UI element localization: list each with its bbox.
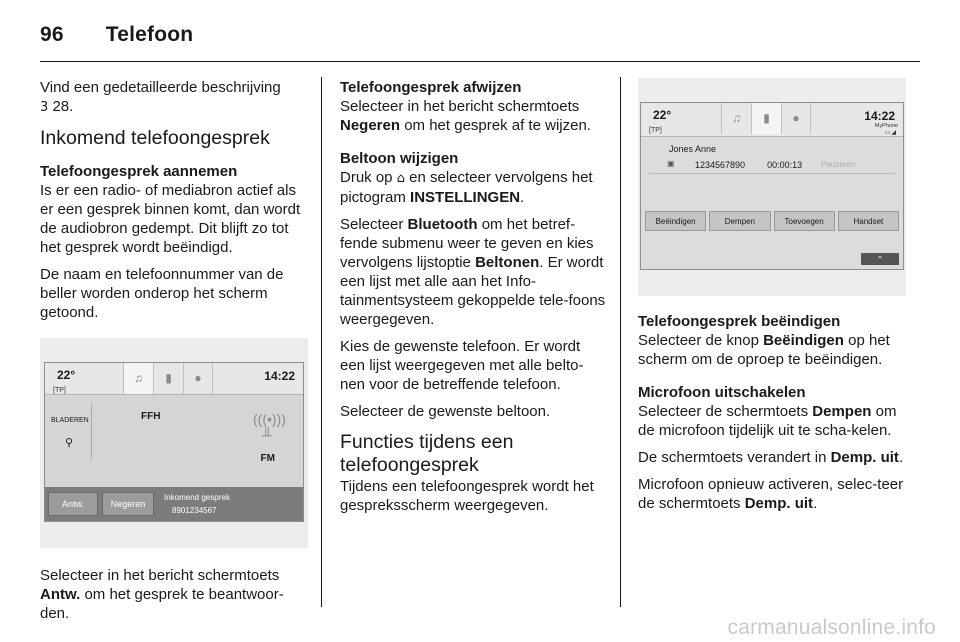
- incoming-call-info: Inkomend gesprek 8901234567: [156, 487, 303, 521]
- reject-button[interactable]: Negeren: [102, 492, 154, 516]
- clock: 14:22: [864, 109, 895, 123]
- battery-signal-icon: ▭◢: [884, 130, 897, 136]
- page-number: 96: [40, 23, 64, 46]
- phone-icon[interactable]: ▮: [751, 103, 781, 134]
- connected-phone-label: MyPhone: [874, 123, 898, 129]
- column-3: [638, 78, 906, 521]
- station-name: FFH: [141, 411, 161, 422]
- subheading-reject-call: Telefoongesprek afwijzen: [340, 79, 522, 96]
- paragraph: Selecteer Bluetooth om het betref-fende submenu weer te geven en kies vervolgens lijstoptie Beltonen. Er wordt een lijst met alle aan het Info-tainmentsysteem gekoppelde tele-foons weergegeven.: [340, 216, 606, 328]
- paragraph: Selecteer in het bericht schermtoets Antw. om het gesprek te beantwoor-den.: [40, 567, 284, 622]
- app-tabs: [123, 363, 213, 394]
- column-2: [340, 78, 608, 523]
- call-actions: [645, 211, 899, 231]
- search-icon: ⚲: [64, 437, 74, 449]
- paragraph: Kies de gewenste telefoon. Er wordt een lijst weergegeven met alle belto-nen voor de betreffende telefoon.: [340, 338, 584, 393]
- traffic-program-indicator: [TP]: [649, 127, 662, 134]
- browse-button[interactable]: BLADEREN ⚲: [51, 411, 87, 453]
- section-heading: Functies tijdens een telefoongesprek: [340, 431, 514, 476]
- column-1: [40, 78, 308, 631]
- header-rule: [40, 61, 920, 62]
- end-call-button[interactable]: Beëindigen: [645, 211, 706, 231]
- temperature: 22°: [57, 368, 76, 382]
- subheading-answer-call: Telefoongesprek aannemen: [40, 163, 238, 180]
- band-label: FM: [260, 453, 275, 464]
- add-call-button[interactable]: Toevoegen: [774, 211, 835, 231]
- status-bar: [641, 103, 903, 137]
- incoming-call-bar: [45, 487, 303, 521]
- clock: 14:22: [264, 369, 295, 383]
- contact-card-icon: ▣: [667, 159, 675, 168]
- subheading-ringtone: Beltoon wijzigen: [340, 150, 459, 167]
- call-duration: 00:00:13: [767, 160, 803, 170]
- page-title: Telefoon: [105, 23, 194, 46]
- status-bar: [45, 363, 303, 395]
- divider: [91, 403, 92, 459]
- paragraph: Tijdens een telefoongesprek wordt het gespreksscherm weergegeven.: [340, 478, 594, 514]
- call-screen-screenshot: [638, 78, 906, 296]
- infotainment-screen: [640, 102, 904, 270]
- traffic-program-indicator: [TP]: [53, 387, 66, 394]
- paragraph: De schermtoets verandert in Demp. uit.: [638, 449, 904, 466]
- handset-button[interactable]: Handset: [838, 211, 899, 231]
- paragraph: Selecteer in het bericht schermtoets Negeren om het gesprek af te wijzen.: [340, 98, 591, 134]
- pause-button[interactable]: Pauzeren: [821, 160, 856, 169]
- mute-button[interactable]: Dempen: [709, 211, 770, 231]
- paragraph: De naam en telefoonnummer van de beller worden onderop het scherm getoond.: [40, 266, 284, 321]
- divider: [649, 173, 895, 174]
- caller-number: 8901234567: [172, 506, 217, 515]
- paragraph: Selecteer de knop Beëindigen op het scherm om de oproep te beëindigen.: [638, 332, 890, 368]
- paragraph: Druk op ⌂ en selecteer vervolgens het pictogram INSTELLINGEN.: [340, 169, 593, 206]
- music-note-icon[interactable]: ♫: [721, 103, 751, 134]
- intro-paragraph: Vind een gedetailleerde beschrijving 3 28.: [40, 79, 281, 115]
- incoming-call-screenshot: [40, 338, 308, 548]
- page-reference[interactable]: 28.: [52, 98, 74, 115]
- paragraph: Selecteer de schermtoets Dempen om de microfoon tijdelijk uit te scha-kelen.: [638, 403, 897, 439]
- column-divider: [321, 77, 322, 607]
- app-tabs: [721, 103, 811, 134]
- contact-number: 1234567890: [695, 160, 746, 170]
- infotainment-screen: [44, 362, 304, 522]
- section-heading: Inkomend telefoongesprek: [40, 127, 270, 149]
- subheading-end-call: Telefoongesprek beëindigen: [638, 313, 841, 330]
- info-icon[interactable]: ●: [183, 363, 213, 394]
- column-divider: [620, 77, 621, 607]
- watermark: carmanualsonline.info: [727, 616, 936, 639]
- phone-icon[interactable]: ▮: [153, 363, 183, 394]
- contact-name: Jones Anne: [669, 144, 717, 154]
- paragraph: Is er een radio- of mediabron actief als er een gesprek binnen komt, dan wordt de audiobron gedempt. Dit blijft zo tot het gesprek wordt beëindigd.: [40, 182, 301, 256]
- answer-button[interactable]: Antw.: [48, 492, 98, 516]
- home-button-icon: ⌂: [396, 171, 405, 186]
- paragraph: Selecteer de gewenste beltoon.: [340, 403, 551, 420]
- subheading-mute: Microfoon uitschakelen: [638, 384, 806, 401]
- paragraph: Microfoon opnieuw activeren, selec-teer de schermtoets Demp. uit.: [638, 476, 904, 512]
- page-reference-icon: 3: [40, 100, 49, 115]
- music-note-icon[interactable]: ♫: [123, 363, 153, 394]
- chevron-up-icon[interactable]: ⌃: [861, 253, 899, 265]
- info-icon[interactable]: ●: [781, 103, 811, 134]
- temperature: 22°: [653, 108, 672, 122]
- radio-wave-icon: (((•))) ╨: [253, 411, 286, 443]
- page-header: [40, 18, 193, 52]
